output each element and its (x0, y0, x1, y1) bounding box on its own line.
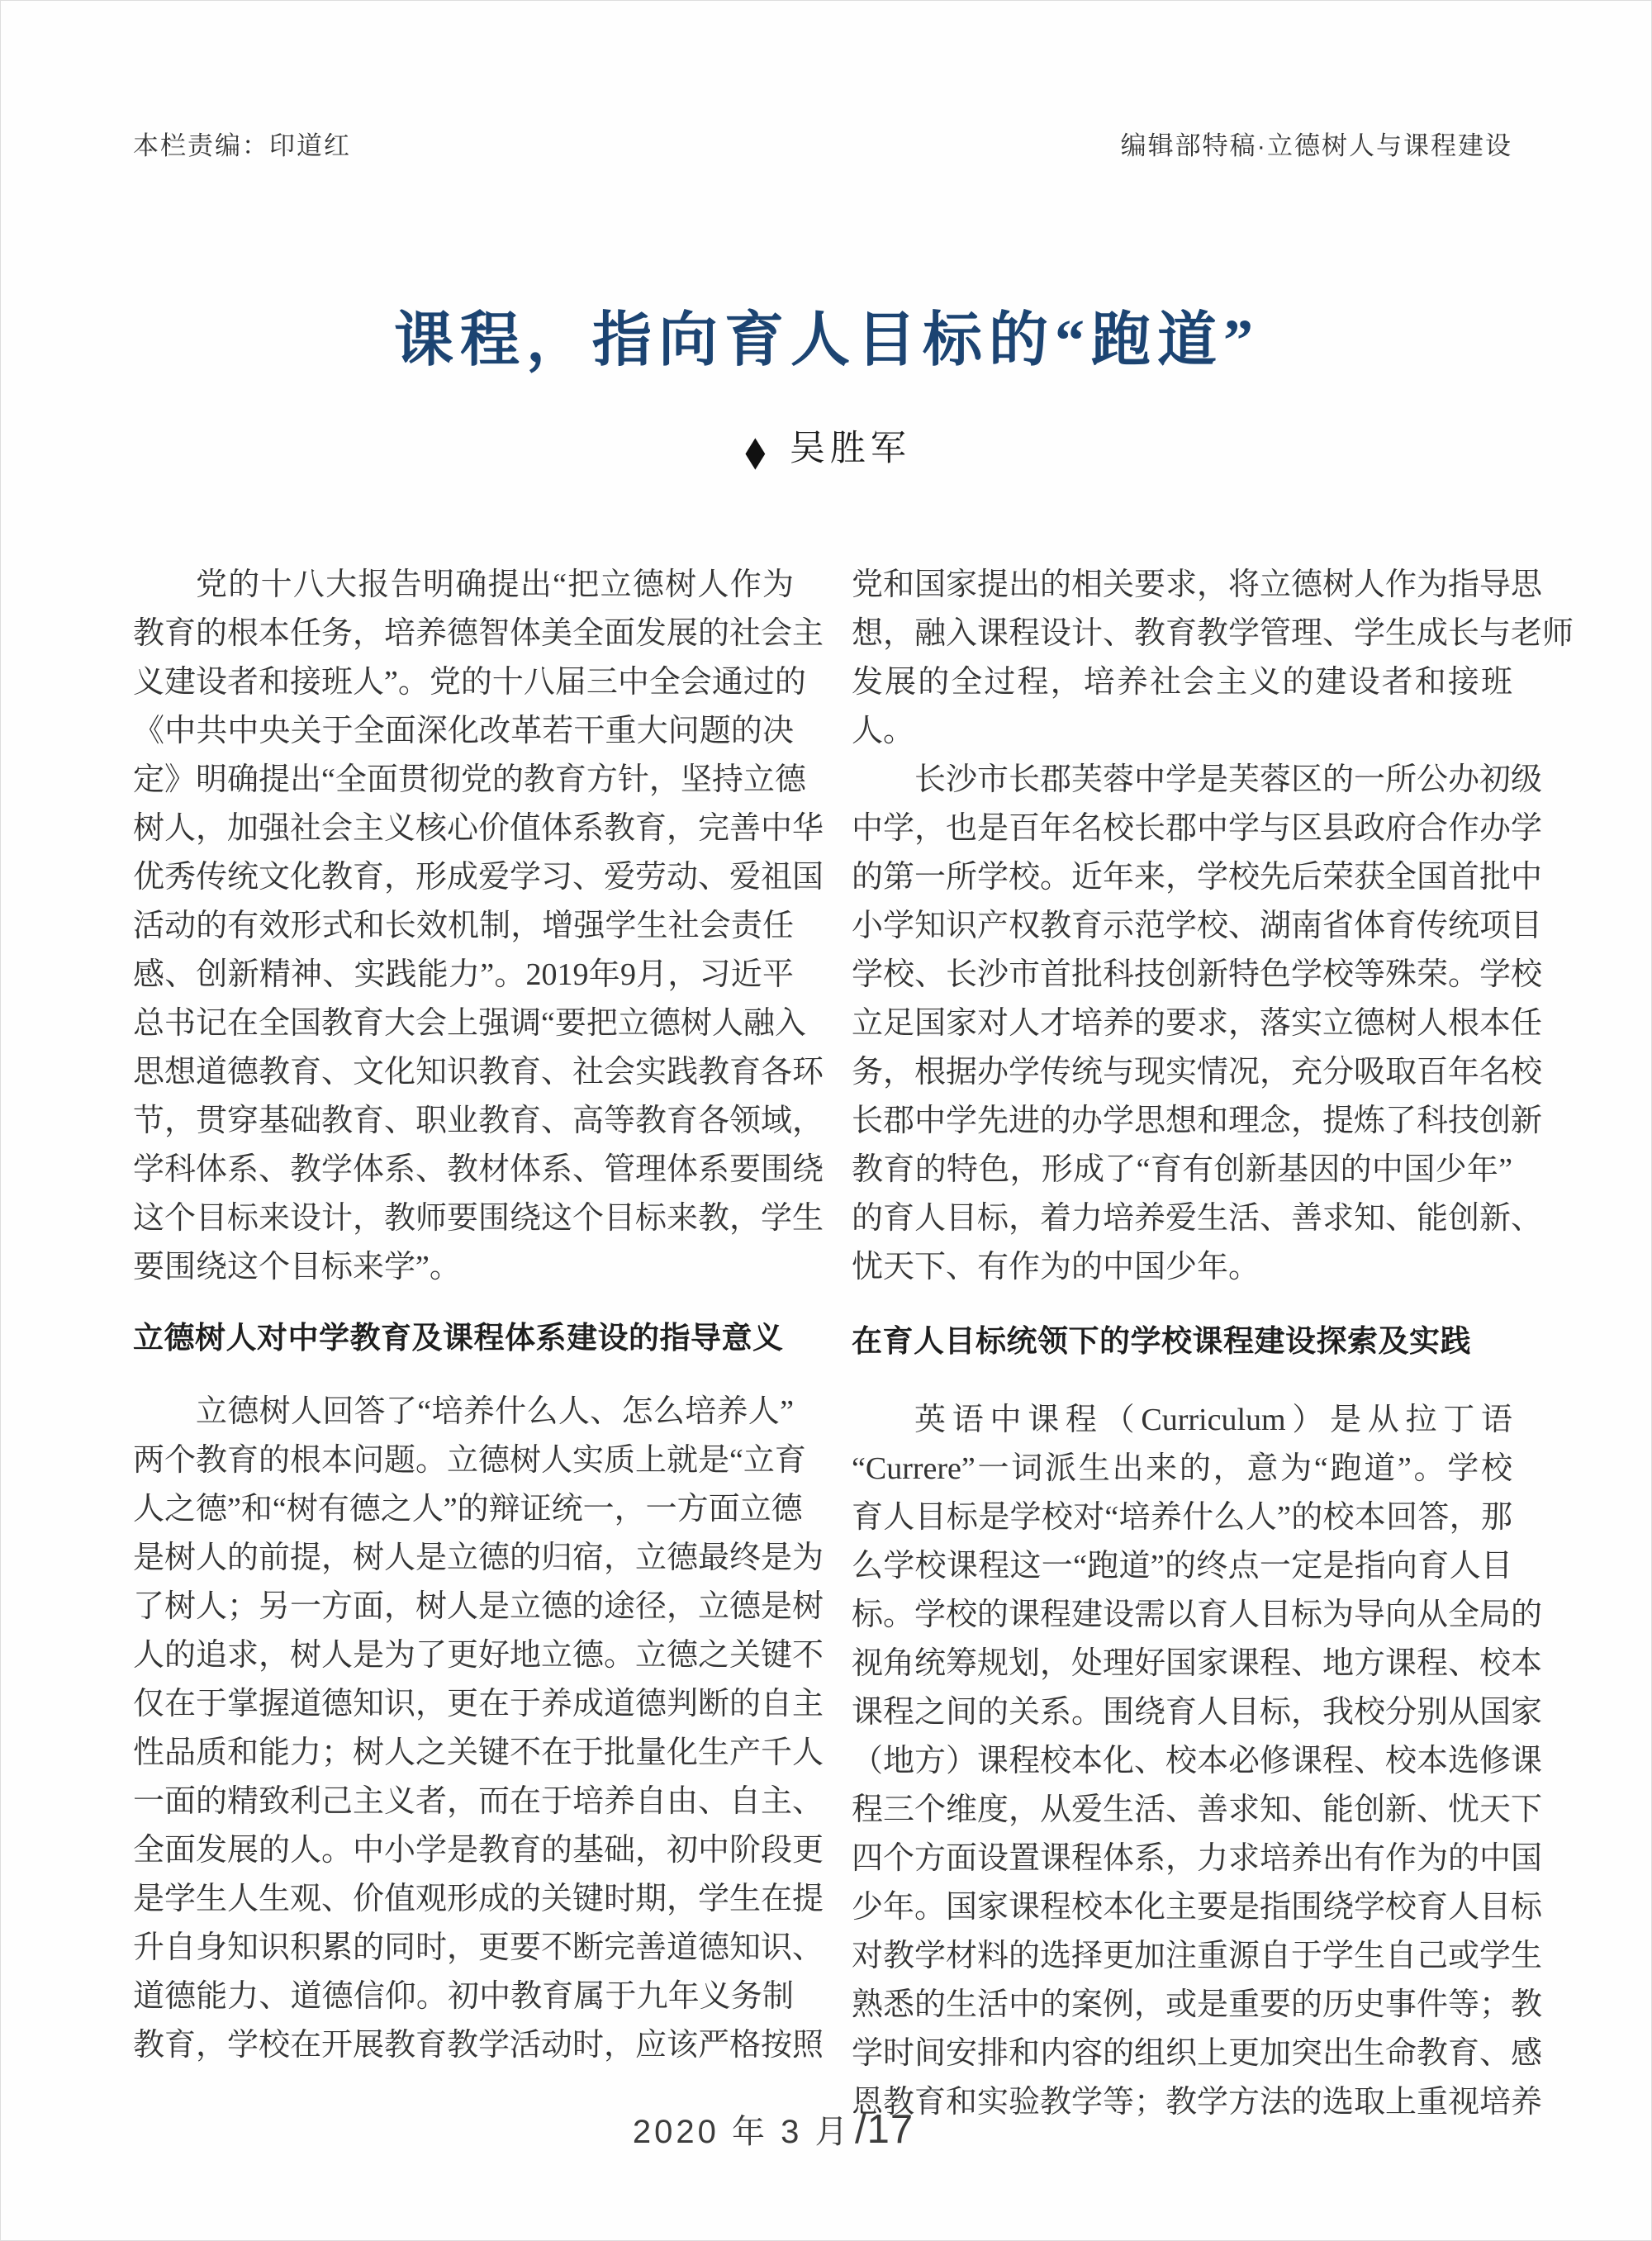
body-line: 育人目标是学校对“培养什么人”的校本回答，那 (852, 1500, 1512, 1535)
body-line: 党的十八大报告明确提出“把立德树人作为 (196, 567, 794, 602)
article-title: 课程，指向育人目标的“跑道” (393, 307, 1260, 373)
body-line: 人的追求，树人是为了更好地立德。立德之关键不 (133, 1638, 824, 1673)
body-line: 活动的有效形式和长效机制，增强学生社会责任 (133, 909, 794, 943)
page-header (133, 125, 1512, 162)
author-line (1, 420, 1652, 474)
body-line: 程三个维度，从爱生活、善求知、能创新、忧天下 (852, 1792, 1543, 1827)
body-line: 一面的精致利己主义者，而在于培养自由、自主、 (133, 1784, 824, 1819)
body-line: 道德能力、道德信仰。初中教育属于九年义务制 (133, 1979, 794, 2014)
body-line: 立足国家对人才培养的要求，落实立德树人根本任 (852, 1006, 1543, 1041)
body-line: 人之德”和“树有德之人”的辩证统一，一方面立德 (133, 1492, 803, 1526)
article-body (133, 561, 1574, 2127)
body-line: 想，融入课程设计、教育教学管理、学生成长与老师 (852, 616, 1574, 651)
footer-page-value: 17 (866, 2107, 914, 2152)
body-line: 党和国家提出的相关要求，将立德树人作为指导思 (852, 567, 1543, 602)
body-line: 少年。国家课程校本化主要是指围绕学校育人目标 (852, 1890, 1543, 1925)
body-line: 忧天下、有作为的中国少年。 (852, 1250, 1260, 1284)
body-line: 思想道德教育、文化知识教育、社会实践教育各环 (133, 1055, 824, 1090)
body-line: 中学，也是百年名校长郡中学与区县政府合作办学 (852, 811, 1543, 846)
footer-page-number (855, 2107, 914, 2152)
body-line: 是树人的前提，树人是立德的归宿，立德最终是为 (133, 1541, 824, 1575)
body-line: 教育的特色，形成了“育有创新基因的中国少年” (852, 1152, 1512, 1187)
body-line: 的育人目标，着力培养爱生活、善求知、能创新、 (852, 1201, 1543, 1236)
footer-separator: / (854, 2107, 867, 2152)
body-line: 学校、长沙市首批科技创新特色学校等殊荣。学校 (852, 957, 1543, 992)
right-column (852, 561, 1574, 2127)
body-line: 升自身知识积累的同时，更要不断完善道德知识、 (133, 1930, 824, 1965)
paragraph (852, 1396, 1543, 2127)
body-line: 务，根据办学传统与现实情况，充分吸取百年名校 (852, 1055, 1543, 1090)
paragraph (133, 561, 824, 1292)
footer-date: 2020 年 3 月 (632, 2114, 852, 2150)
page-footer (0, 2106, 1599, 2153)
body-line: 长郡中学先进的办学思想和理念，提炼了科技创新 (852, 1104, 1543, 1138)
paragraph (852, 756, 1543, 1292)
paragraph (852, 561, 1574, 756)
body-line: 学科体系、教学体系、教材体系、管理体系要围绕 (133, 1152, 824, 1187)
section-heading-1: 立德树人对中学教育及课程体系建设的指导意义 (133, 1321, 784, 1355)
body-line: 恩教育和实验教学等；教学方法的选取上重视培养 (852, 2085, 1543, 2120)
body-line: 课程之间的关系。围绕育人目标，我校分别从国家 (852, 1695, 1543, 1730)
body-line: 要围绕这个目标来学”。 (133, 1250, 461, 1284)
author-name: 吴胜军 (789, 430, 911, 468)
body-line: 优秀传统文化教育，形成爱学习、爱劳动、爱祖国 (133, 860, 824, 895)
body-line: 视角统筹规划，处理好国家课程、地方课程、校本 (852, 1646, 1543, 1681)
body-line: 节，贯穿基础教育、职业教育、高等教育各领域， (133, 1104, 824, 1138)
body-line: “Currere”一词派生出来的，意为“跑道”。学校 (852, 1451, 1512, 1486)
body-line: 《中共中央关于全面深化改革若干重大问题的决 (133, 714, 794, 748)
body-line: 两个教育的根本问题。立德树人实质上就是“立育 (133, 1443, 806, 1478)
body-line: 的第一所学校。近年来，学校先后荣获全国首批中 (852, 860, 1543, 895)
body-line: （地方）课程校本化、校本必修课程、校本选修课 (852, 1744, 1543, 1778)
body-line: 义建设者和接班人”。党的十八届三中全会通过的 (133, 665, 806, 700)
header-column-editor: 本栏责编：印道红 (133, 131, 351, 160)
body-line: 感、创新精神、实践能力”。2019年9月，习近平 (133, 957, 794, 992)
body-line: 小学知识产权教育示范学校、湖南省体育传统项目 (852, 909, 1543, 943)
body-line: 性品质和能力；树人之关键不在于批量化生产千人 (133, 1735, 824, 1770)
body-line: 教育，学校在开展教育教学活动时，应该严格按照 (133, 2028, 824, 2063)
body-line: 发展的全过程，培养社会主义的建设者和接班人。 (852, 665, 1512, 748)
body-line: 熟悉的生活中的案例，或是重要的历史事件等；教 (852, 1987, 1543, 2022)
body-line: 总书记在全国教育大会上强调“要把立德树人融入 (133, 1006, 806, 1041)
body-line: 全面发展的人。中小学是教育的基础，初中阶段更 (133, 1833, 824, 1868)
body-line: 标。学校的课程建设需以育人目标为导向从全局的 (852, 1598, 1543, 1632)
body-line: 长沙市长郡芙蓉中学是芙蓉区的一所公办初级 (914, 762, 1543, 797)
body-line: 仅在于掌握道德知识，更在于养成道德判断的自主 (133, 1687, 824, 1721)
body-line: 是学生人生观、价值观形成的关键时期，学生在提 (133, 1882, 824, 1916)
section-heading-2: 在育人目标统领下的学校课程建设探索及实践 (852, 1324, 1471, 1358)
body-line: 了树人；另一方面，树人是立德的途径，立德是树 (133, 1589, 824, 1624)
body-line: 定》明确提出“全面贯彻党的教育方针，坚持立德 (133, 762, 806, 797)
body-line: 这个目标来设计，教师要围绕这个目标来教，学生 (133, 1201, 824, 1236)
body-line: 对教学材料的选择更加注重源自于学生自己或学生 (852, 1939, 1543, 1973)
body-line: 么学校课程这一“跑道”的终点一定是指向育人目 (852, 1549, 1512, 1583)
body-line: 学时间安排和内容的组织上更加突出生命教育、感 (852, 2036, 1543, 2071)
body-line: 四个方面设置课程体系，力求培养出有作为的中国 (852, 1841, 1543, 1876)
header-section-label: 编辑部特稿·立德树人与课程建设 (1120, 131, 1512, 160)
paragraph (133, 1388, 824, 2070)
diamond-icon: ◆ (745, 427, 766, 474)
body-line: 英语中课程（Curriculum）是从拉丁语 (914, 1403, 1512, 1437)
body-line: 树人，加强社会主义核心价值体系教育，完善中华 (133, 811, 824, 846)
left-column (133, 561, 824, 2127)
body-line: 立德树人回答了“培养什么人、怎么培养人” (196, 1394, 794, 1429)
body-line: 教育的根本任务，培养德智体美全面发展的社会主 (133, 616, 824, 651)
